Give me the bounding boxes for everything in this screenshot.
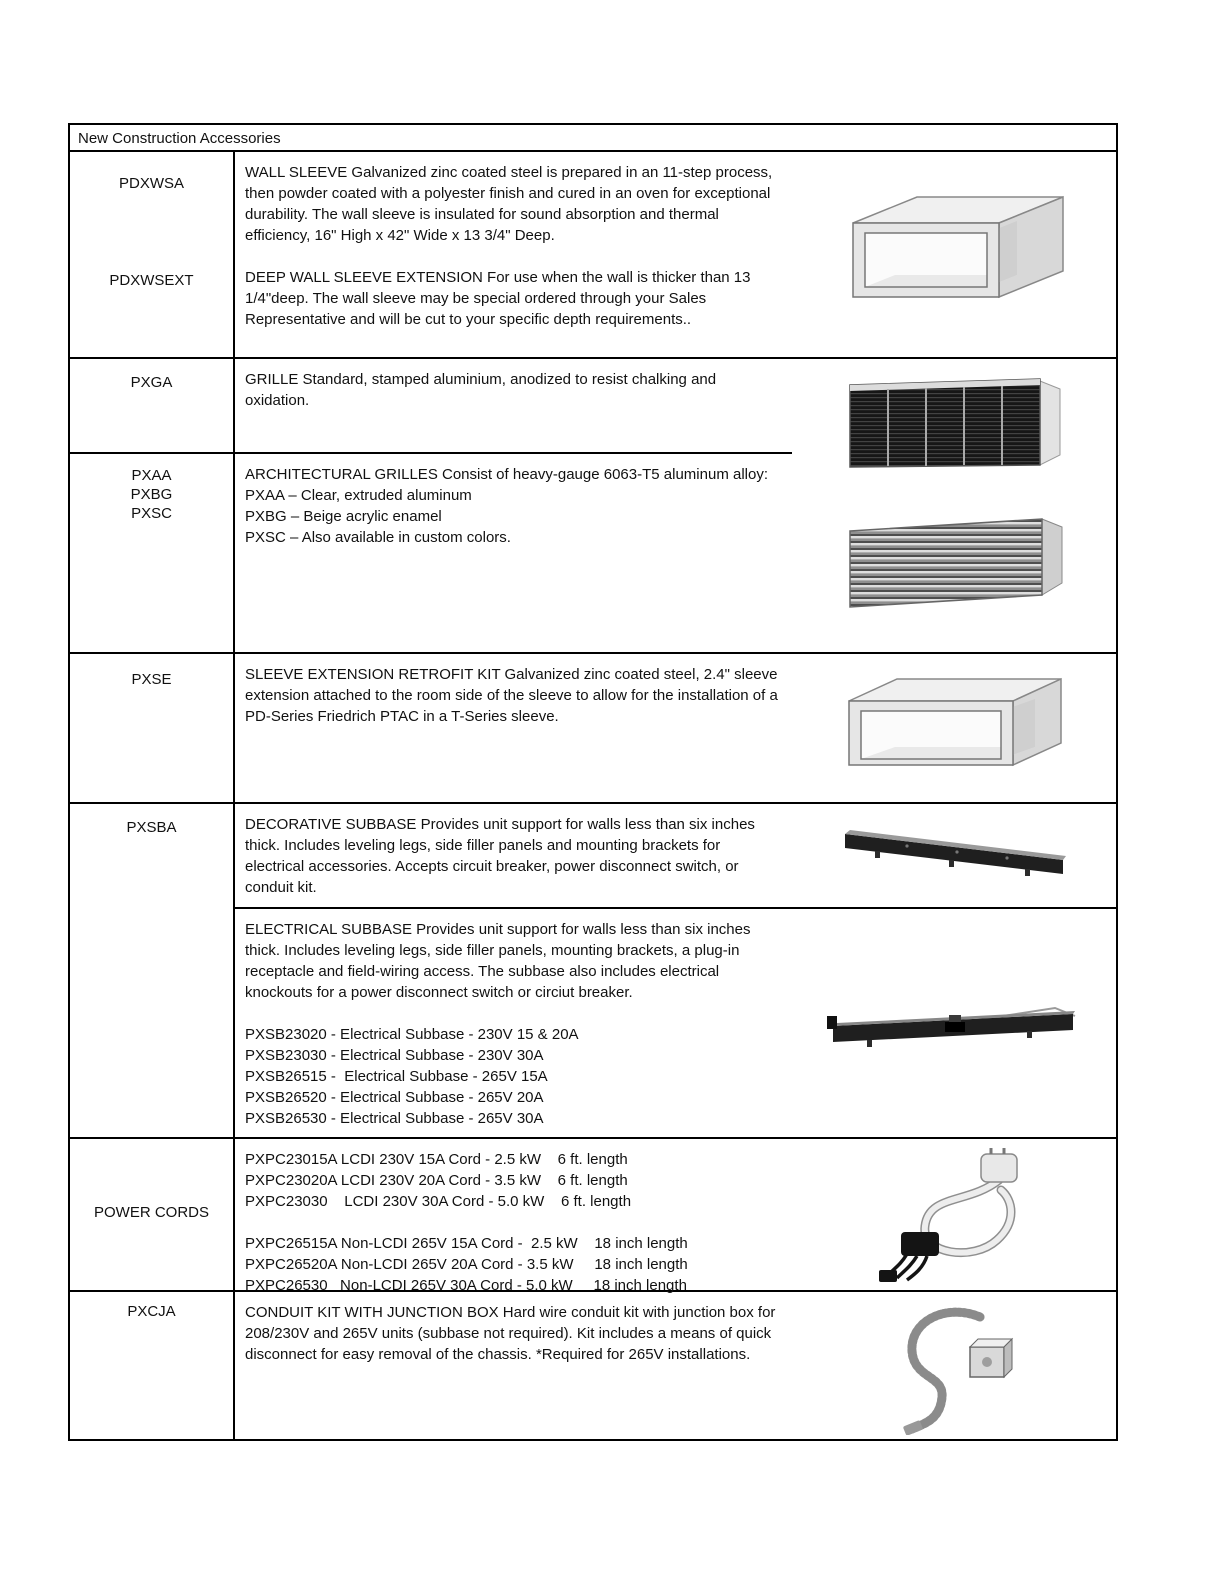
sleeve-extension-image	[839, 671, 1069, 786]
conduit-kit-image	[882, 1297, 1027, 1435]
conduit-paragraph: CONDUIT KIT WITH JUNCTION BOX Hard wire conduit kit with junction box for 208/230V and 265V units (subbase not required). Kit includes a means of quick disconnect for easy removal of the chassis. *Required for 265V installations.	[245, 1304, 776, 1363]
arch-grille-code-cell	[70, 454, 235, 652]
power-cord-line-4: PXPC26515A Non-LCDI 265V 15A Cord - 2.5 kW 18 inch length	[245, 1235, 688, 1252]
grille-paragraph: GRILLE Standard, stamped aluminium, anodized to resist chalking and oxidation.	[245, 371, 717, 409]
wall-sleeve-code-cell	[70, 152, 235, 357]
grille-description-cell	[235, 359, 792, 452]
architectural-grille-image	[844, 515, 1064, 610]
conduit-code-cell	[70, 1292, 235, 1439]
subrow-decorative-subbase	[235, 804, 1116, 909]
power-cord-line-6: PXPC26530 Non-LCDI 265V 30A Cord - 5.0 kW 18 inch length	[245, 1277, 687, 1294]
subbase-code-cell	[70, 804, 235, 1137]
conduit-image-cell	[792, 1292, 1116, 1439]
power-cords-code-cell	[70, 1139, 235, 1290]
electrical-subbase-model-2: PXSB23030 - Electrical Subbase - 230V 30A	[245, 1047, 544, 1064]
code-label-pxbg: PXBG	[130, 486, 173, 503]
wall-sleeve-image	[839, 187, 1069, 322]
subbase-right-section	[235, 804, 1116, 1137]
wall-sleeve-image-cell	[792, 152, 1116, 357]
subrow-electrical-subbase	[235, 909, 1116, 1137]
power-cord-line-5: PXPC26520A Non-LCDI 265V 20A Cord - 3.5 kW 18 inch length	[245, 1256, 688, 1273]
sleeve-ext-code-cell	[70, 654, 235, 802]
power-cords-image-cell	[792, 1139, 1116, 1290]
electrical-subbase-image-cell	[792, 909, 1116, 1137]
code-label-power-cords: POWER CORDS	[93, 1204, 209, 1221]
arch-grille-line-1: ARCHITECTURAL GRILLES Consist of heavy-gauge 6063-T5 aluminum alloy:	[245, 466, 768, 483]
row-wall-sleeve	[70, 152, 1116, 359]
decorative-subbase-description-cell	[235, 804, 792, 907]
row-grilles	[70, 359, 1116, 654]
electrical-subbase-model-4: PXSB26520 - Electrical Subbase - 265V 20A	[245, 1089, 544, 1106]
code-label-pxsc: PXSC	[131, 505, 172, 522]
electrical-subbase-model-1: PXSB23020 - Electrical Subbase - 230V 15 & 20A	[245, 1026, 579, 1043]
table-header	[70, 125, 1116, 152]
code-label-pdxwsa: PDXWSA	[118, 175, 184, 192]
row-sleeve-extension	[70, 654, 1116, 804]
electrical-subbase-model-3: PXSB26515 - Electrical Subbase - 265V 15A	[245, 1068, 548, 1085]
electrical-subbase-model-5: PXSB26530 - Electrical Subbase - 265V 30A	[245, 1110, 544, 1127]
deep-wall-sleeve-paragraph: DEEP WALL SLEEVE EXTENSION For use when the wall is thicker than 13 1/4"deep. The wall sleeve may be special ordered through your Sales Representative and will be cut to your specific depth requirements..	[245, 269, 751, 328]
grilles-left-section	[70, 359, 792, 652]
code-label-pxaa: PXAA	[131, 467, 172, 484]
grille-code-cell	[70, 359, 235, 452]
code-label-pxcja: PXCJA	[127, 1303, 176, 1320]
subrow-standard-grille	[70, 359, 792, 454]
wall-sleeve-paragraph: WALL SLEEVE Galvanized zinc coated steel is prepared in an 11-step process, then powder coated with a polyester finish and cured in an oven for exceptional durability. The wall sleeve is insulated for sound absorption and thermal efficiency, 16" High x 42" Wide x 13 3/4" Deep.	[245, 164, 773, 244]
arch-grille-description-cell	[235, 454, 792, 652]
arch-grille-line-2: PXAA – Clear, extruded aluminum	[245, 487, 472, 504]
arch-grille-line-3: PXBG – Beige acrylic enamel	[245, 508, 442, 525]
code-label-pxga: PXGA	[130, 374, 173, 391]
arch-grille-line-4: PXSC – Also available in custom colors.	[245, 529, 511, 546]
decorative-subbase-image	[837, 818, 1072, 893]
standard-grille-image	[844, 373, 1064, 473]
power-cord-line-3: PXPC23030 LCDI 230V 30A Cord - 5.0 kW 6 ft. length	[245, 1193, 632, 1210]
accessories-table	[68, 123, 1118, 1441]
power-cord-line-2: PXPC23020A LCDI 230V 20A Cord - 3.5 kW 6 ft. length	[245, 1172, 628, 1189]
power-cords-description-cell	[235, 1139, 792, 1294]
row-power-cords	[70, 1139, 1116, 1292]
subrow-architectural-grilles	[70, 454, 792, 652]
decorative-subbase-image-cell	[792, 804, 1116, 907]
row-conduit-kit	[70, 1292, 1116, 1439]
code-label-pdxwsext: PDXWSEXT	[109, 272, 194, 289]
decorative-subbase-paragraph: DECORATIVE SUBBASE Provides unit support for walls less than six inches thick. Includes leveling legs, side filler panels and mounting brackets for electrical accessories. Accepts circuit breaker, power disconnect switch, or conduit kit.	[245, 816, 755, 896]
code-label-pxse: PXSE	[131, 671, 172, 688]
conduit-description-cell	[235, 1292, 792, 1439]
electrical-subbase-image	[827, 984, 1082, 1062]
sleeve-ext-description-cell	[235, 654, 792, 802]
electrical-subbase-description-cell	[235, 909, 792, 1137]
row-subbases	[70, 804, 1116, 1139]
table-header-title: New Construction Accessories	[78, 130, 281, 147]
spacer	[245, 1003, 778, 1024]
wall-sleeve-description-cell	[235, 152, 792, 357]
power-cord-image	[877, 1146, 1032, 1284]
sleeve-ext-image-cell	[792, 654, 1116, 802]
grilles-image-cell	[792, 359, 1116, 652]
electrical-subbase-paragraph: ELECTRICAL SUBBASE Provides unit support for walls less than six inches thick. Includes leveling legs, side filler panels, mounting brackets, a plug-in receptacle and field-wiring access. The subbase also includes electrical knockouts for a power disconnect switch or circiut breaker.	[245, 921, 751, 1001]
power-cord-line-1: PXPC23015A LCDI 230V 15A Cord - 2.5 kW 6 ft. length	[245, 1151, 628, 1168]
spacer	[245, 1212, 778, 1233]
code-label-pxsba: PXSBA	[126, 819, 177, 836]
sleeve-ext-paragraph: SLEEVE EXTENSION RETROFIT KIT Galvanized zinc coated steel, 2.4" sleeve extension attached to the room side of the sleeve to allow for the installation of a PD-Series Friedrich PTAC in a T-Series sleeve.	[245, 666, 778, 725]
